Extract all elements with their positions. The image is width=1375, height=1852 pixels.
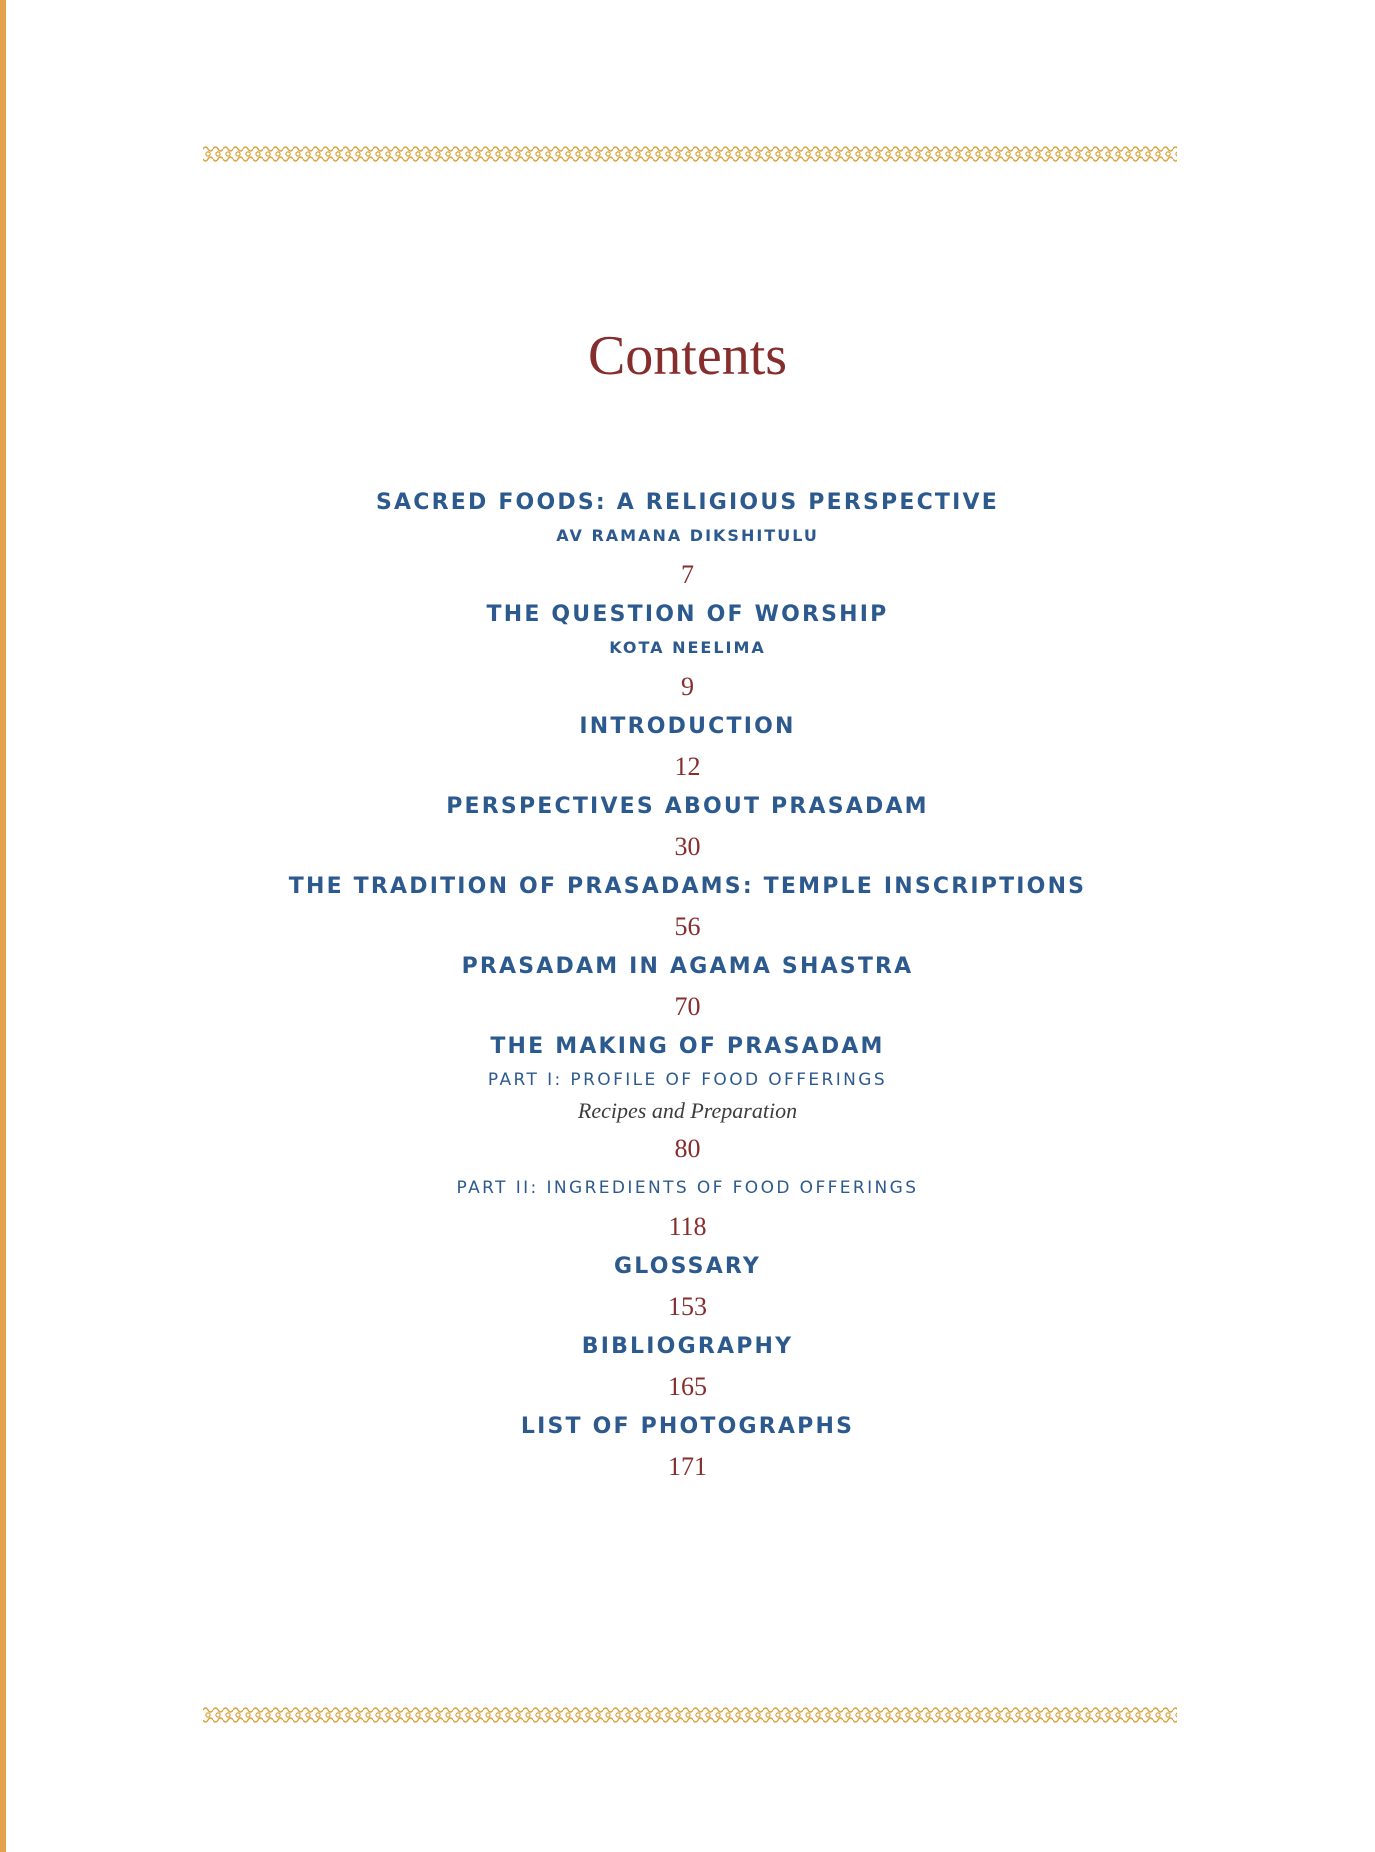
toc-page-number[interactable]: 7	[681, 560, 694, 589]
toc-heading[interactable]: THE QUESTION OF WORSHIP	[486, 602, 889, 627]
bottom-ornament-border	[203, 1704, 1177, 1726]
toc-entry	[0, 1030, 1375, 1172]
toc-page-number[interactable]: 30	[674, 832, 701, 861]
toc-entry	[0, 790, 1375, 870]
toc-heading[interactable]: SACRED FOODS: A RELIGIOUS PERSPECTIVE	[376, 490, 999, 515]
toc-entry	[0, 1250, 1375, 1330]
toc-heading[interactable]: THE MAKING OF PRASADAM	[490, 1034, 885, 1059]
toc-entry	[0, 870, 1375, 950]
toc-page-number[interactable]: 165	[668, 1372, 707, 1401]
toc-subheading[interactable]: PART I: PROFILE OF FOOD OFFERINGS	[487, 1070, 888, 1090]
toc-heading[interactable]: PERSPECTIVES ABOUT PRASADAM	[446, 794, 929, 819]
toc-author: KOTA NEELIMA	[609, 638, 766, 657]
toc-heading[interactable]: INTRODUCTION	[579, 714, 796, 739]
toc-note: Recipes and Preparation	[577, 1098, 798, 1123]
toc-page-number[interactable]: 171	[668, 1452, 707, 1481]
toc-page-number[interactable]: 118	[668, 1212, 707, 1241]
toc-heading[interactable]: BIBLIOGRAPHY	[581, 1334, 794, 1359]
toc-page-number[interactable]: 12	[674, 752, 701, 781]
toc-page-number[interactable]: 80	[674, 1134, 701, 1163]
top-ornament-border	[203, 143, 1177, 165]
toc-heading[interactable]: LIST OF PHOTOGRAPHS	[520, 1414, 855, 1439]
toc-author: AV RAMANA DIKSHITULU	[556, 526, 819, 545]
toc-entry	[0, 710, 1375, 790]
toc-entry	[0, 486, 1375, 598]
table-of-contents	[0, 486, 1375, 1490]
toc-heading[interactable]: THE TRADITION OF PRASADAMS: TEMPLE INSCRIPTIONS	[288, 874, 1087, 899]
toc-subheading[interactable]: PART II: INGREDIENTS OF FOOD OFFERINGS	[456, 1178, 919, 1198]
toc-entry	[0, 950, 1375, 1030]
toc-page-number[interactable]: 9	[681, 672, 694, 701]
toc-entry	[0, 1410, 1375, 1490]
toc-page-number[interactable]: 56	[674, 912, 701, 941]
toc-page-number[interactable]: 70	[674, 992, 701, 1021]
toc-page-number[interactable]: 153	[668, 1292, 707, 1321]
toc-entry	[0, 1330, 1375, 1410]
toc-entry	[0, 1172, 1375, 1250]
toc-heading[interactable]: GLOSSARY	[614, 1254, 761, 1279]
page-title: Contents	[587, 325, 788, 387]
toc-heading[interactable]: PRASADAM IN AGAMA SHASTRA	[461, 954, 914, 979]
toc-entry	[0, 598, 1375, 710]
